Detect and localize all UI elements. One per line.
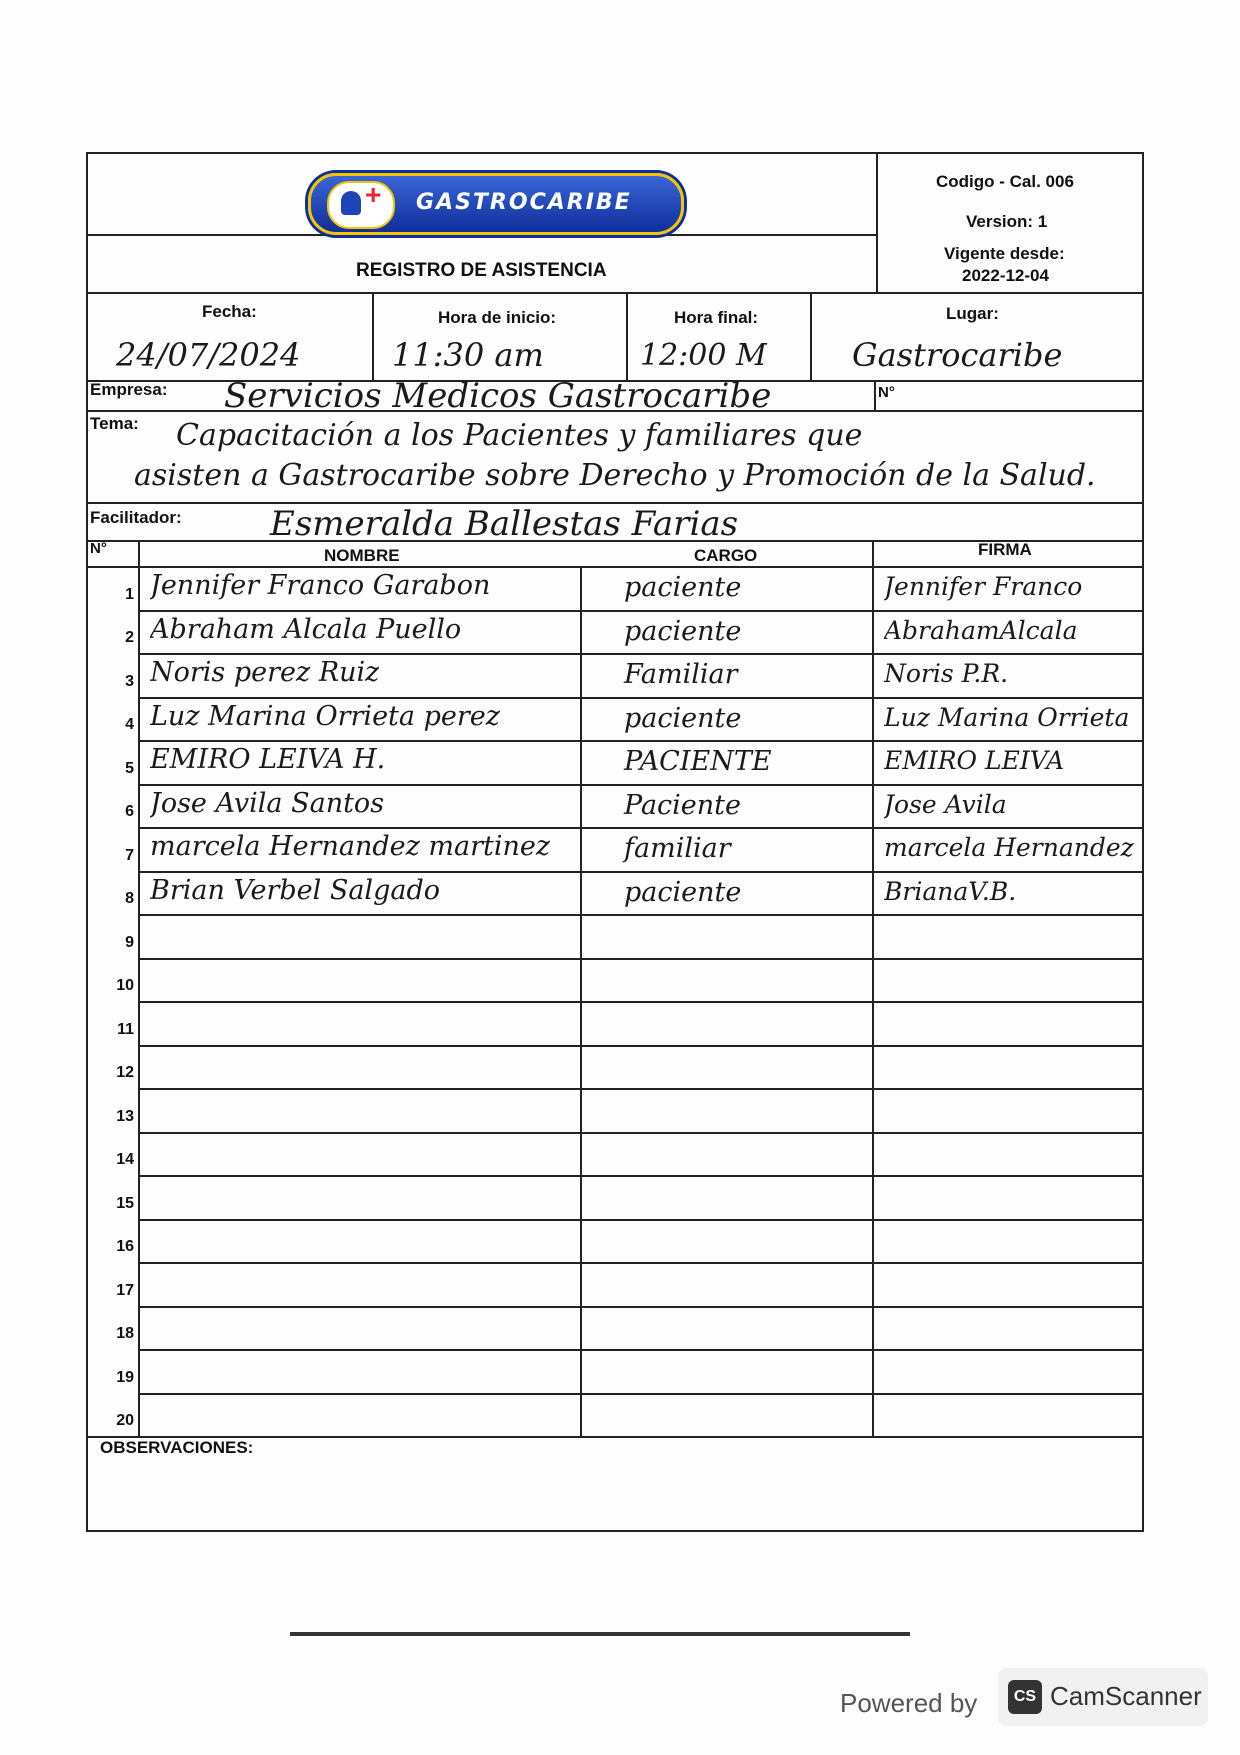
attendee-name: Jennifer Franco Garabon — [150, 570, 491, 601]
row-number: 8 — [125, 890, 134, 907]
observaciones-label: OBSERVACIONES: — [100, 1438, 254, 1457]
attendee-name: marcela Hernandez martinez — [150, 831, 551, 862]
attendee-cargo: Paciente — [624, 790, 742, 821]
attendee-name: EMIRO LEIVA H. — [150, 744, 386, 775]
row-number: 18 — [116, 1325, 134, 1342]
attendee-firma: marcela Hernandez — [884, 833, 1134, 862]
lugar-value: Gastrocaribe — [852, 336, 1063, 374]
empresa-value: Servicios Medicos Gastrocaribe — [224, 376, 772, 416]
camscanner-badge — [998, 1668, 1208, 1726]
row-number: 19 — [116, 1369, 134, 1386]
gastrocaribe-logo — [308, 173, 684, 235]
attendee-firma: Jose Avila — [884, 790, 1007, 819]
vigente-label: Vigente desde: — [944, 244, 1065, 263]
facilitador-value: Esmeralda Ballestas Farias — [270, 504, 739, 544]
fecha-value: 24/07/2024 — [116, 336, 301, 374]
no-label: N° — [878, 384, 895, 401]
attendee-firma: AbrahamAlcala — [884, 616, 1078, 645]
row-number: 20 — [116, 1412, 134, 1429]
attendee-cargo: paciente — [624, 877, 742, 908]
row-number: 5 — [125, 760, 134, 777]
attendee-name: Brian Verbel Salgado — [150, 875, 440, 906]
attendee-name: Noris perez Ruiz — [150, 657, 380, 688]
hora-final-label: Hora final: — [674, 308, 759, 327]
row-number: 7 — [125, 847, 134, 864]
camscanner-icon: CS — [1008, 1680, 1042, 1714]
attendee-firma: Luz Marina Orrieta — [884, 703, 1130, 732]
row-number: 9 — [125, 934, 134, 951]
attendee-cargo: paciente — [624, 703, 742, 734]
row-number: 16 — [116, 1238, 134, 1255]
col-cargo: CARGO — [694, 546, 758, 565]
lugar-label: Lugar: — [946, 304, 999, 323]
row-number: 12 — [116, 1064, 134, 1081]
row-number: 6 — [125, 803, 134, 820]
attendee-cargo: paciente — [624, 616, 742, 647]
hora-final-value: 12:00 M — [640, 338, 767, 373]
row-number: 4 — [125, 716, 134, 733]
row-number: 13 — [116, 1108, 134, 1125]
attendee-cargo: Familiar — [624, 659, 738, 690]
attendee-cargo: paciente — [624, 572, 742, 603]
attendee-firma: Noris P.R. — [884, 659, 1009, 688]
row-number: 11 — [117, 1021, 134, 1038]
row-number: 3 — [125, 673, 134, 690]
fecha-label: Fecha: — [202, 302, 257, 321]
tema-line2: asisten a Gastrocaribe sobre Derecho y Promoción de la Salud. — [134, 458, 1096, 493]
tema-label: Tema: — [90, 414, 139, 433]
attendee-name: Jose Avila Santos — [150, 788, 385, 819]
camscanner-name: CamScanner — [1050, 1681, 1202, 1711]
hora-inicio-label: Hora de inicio: — [438, 308, 557, 327]
attendee-firma: EMIRO LEIVA — [884, 746, 1065, 775]
vigente-date: 2022-12-04 — [962, 266, 1049, 285]
col-nombre: NOMBRE — [324, 546, 400, 565]
version: Version: 1 — [966, 212, 1048, 231]
hora-inicio-value: 11:30 am — [392, 336, 544, 374]
col-no: N° — [90, 540, 107, 557]
tema-line1: Capacitación a los Pacientes y familiares que — [176, 418, 863, 453]
attendee-cargo: PACIENTE — [624, 746, 772, 777]
row-number: 14 — [116, 1151, 134, 1168]
row-number: 17 — [116, 1282, 134, 1299]
attendee-firma: Jennifer Franco — [884, 572, 1083, 601]
facilitador-label: Facilitador: — [90, 508, 182, 527]
logo-text: GASTROCARIBE — [416, 190, 632, 215]
empresa-label: Empresa: — [90, 380, 168, 399]
row-number: 1 — [125, 586, 134, 603]
attendee-name: Luz Marina Orrieta perez — [150, 701, 500, 732]
row-number: 15 — [116, 1195, 134, 1212]
row-number: 10 — [116, 977, 134, 994]
powered-by: Powered by — [840, 1688, 978, 1718]
col-firma: FIRMA — [978, 540, 1032, 559]
attendee-name: Abraham Alcala Puello — [150, 614, 462, 645]
attendee-firma: BrianaV.B. — [884, 877, 1017, 906]
form-title: REGISTRO DE ASISTENCIA — [356, 260, 607, 281]
scan-edge — [290, 1632, 910, 1636]
row-number: 2 — [125, 629, 134, 646]
attendee-cargo: familiar — [624, 833, 731, 864]
codigo: Codigo - Cal. 006 — [936, 172, 1074, 191]
logo-emblem-icon — [327, 181, 395, 229]
